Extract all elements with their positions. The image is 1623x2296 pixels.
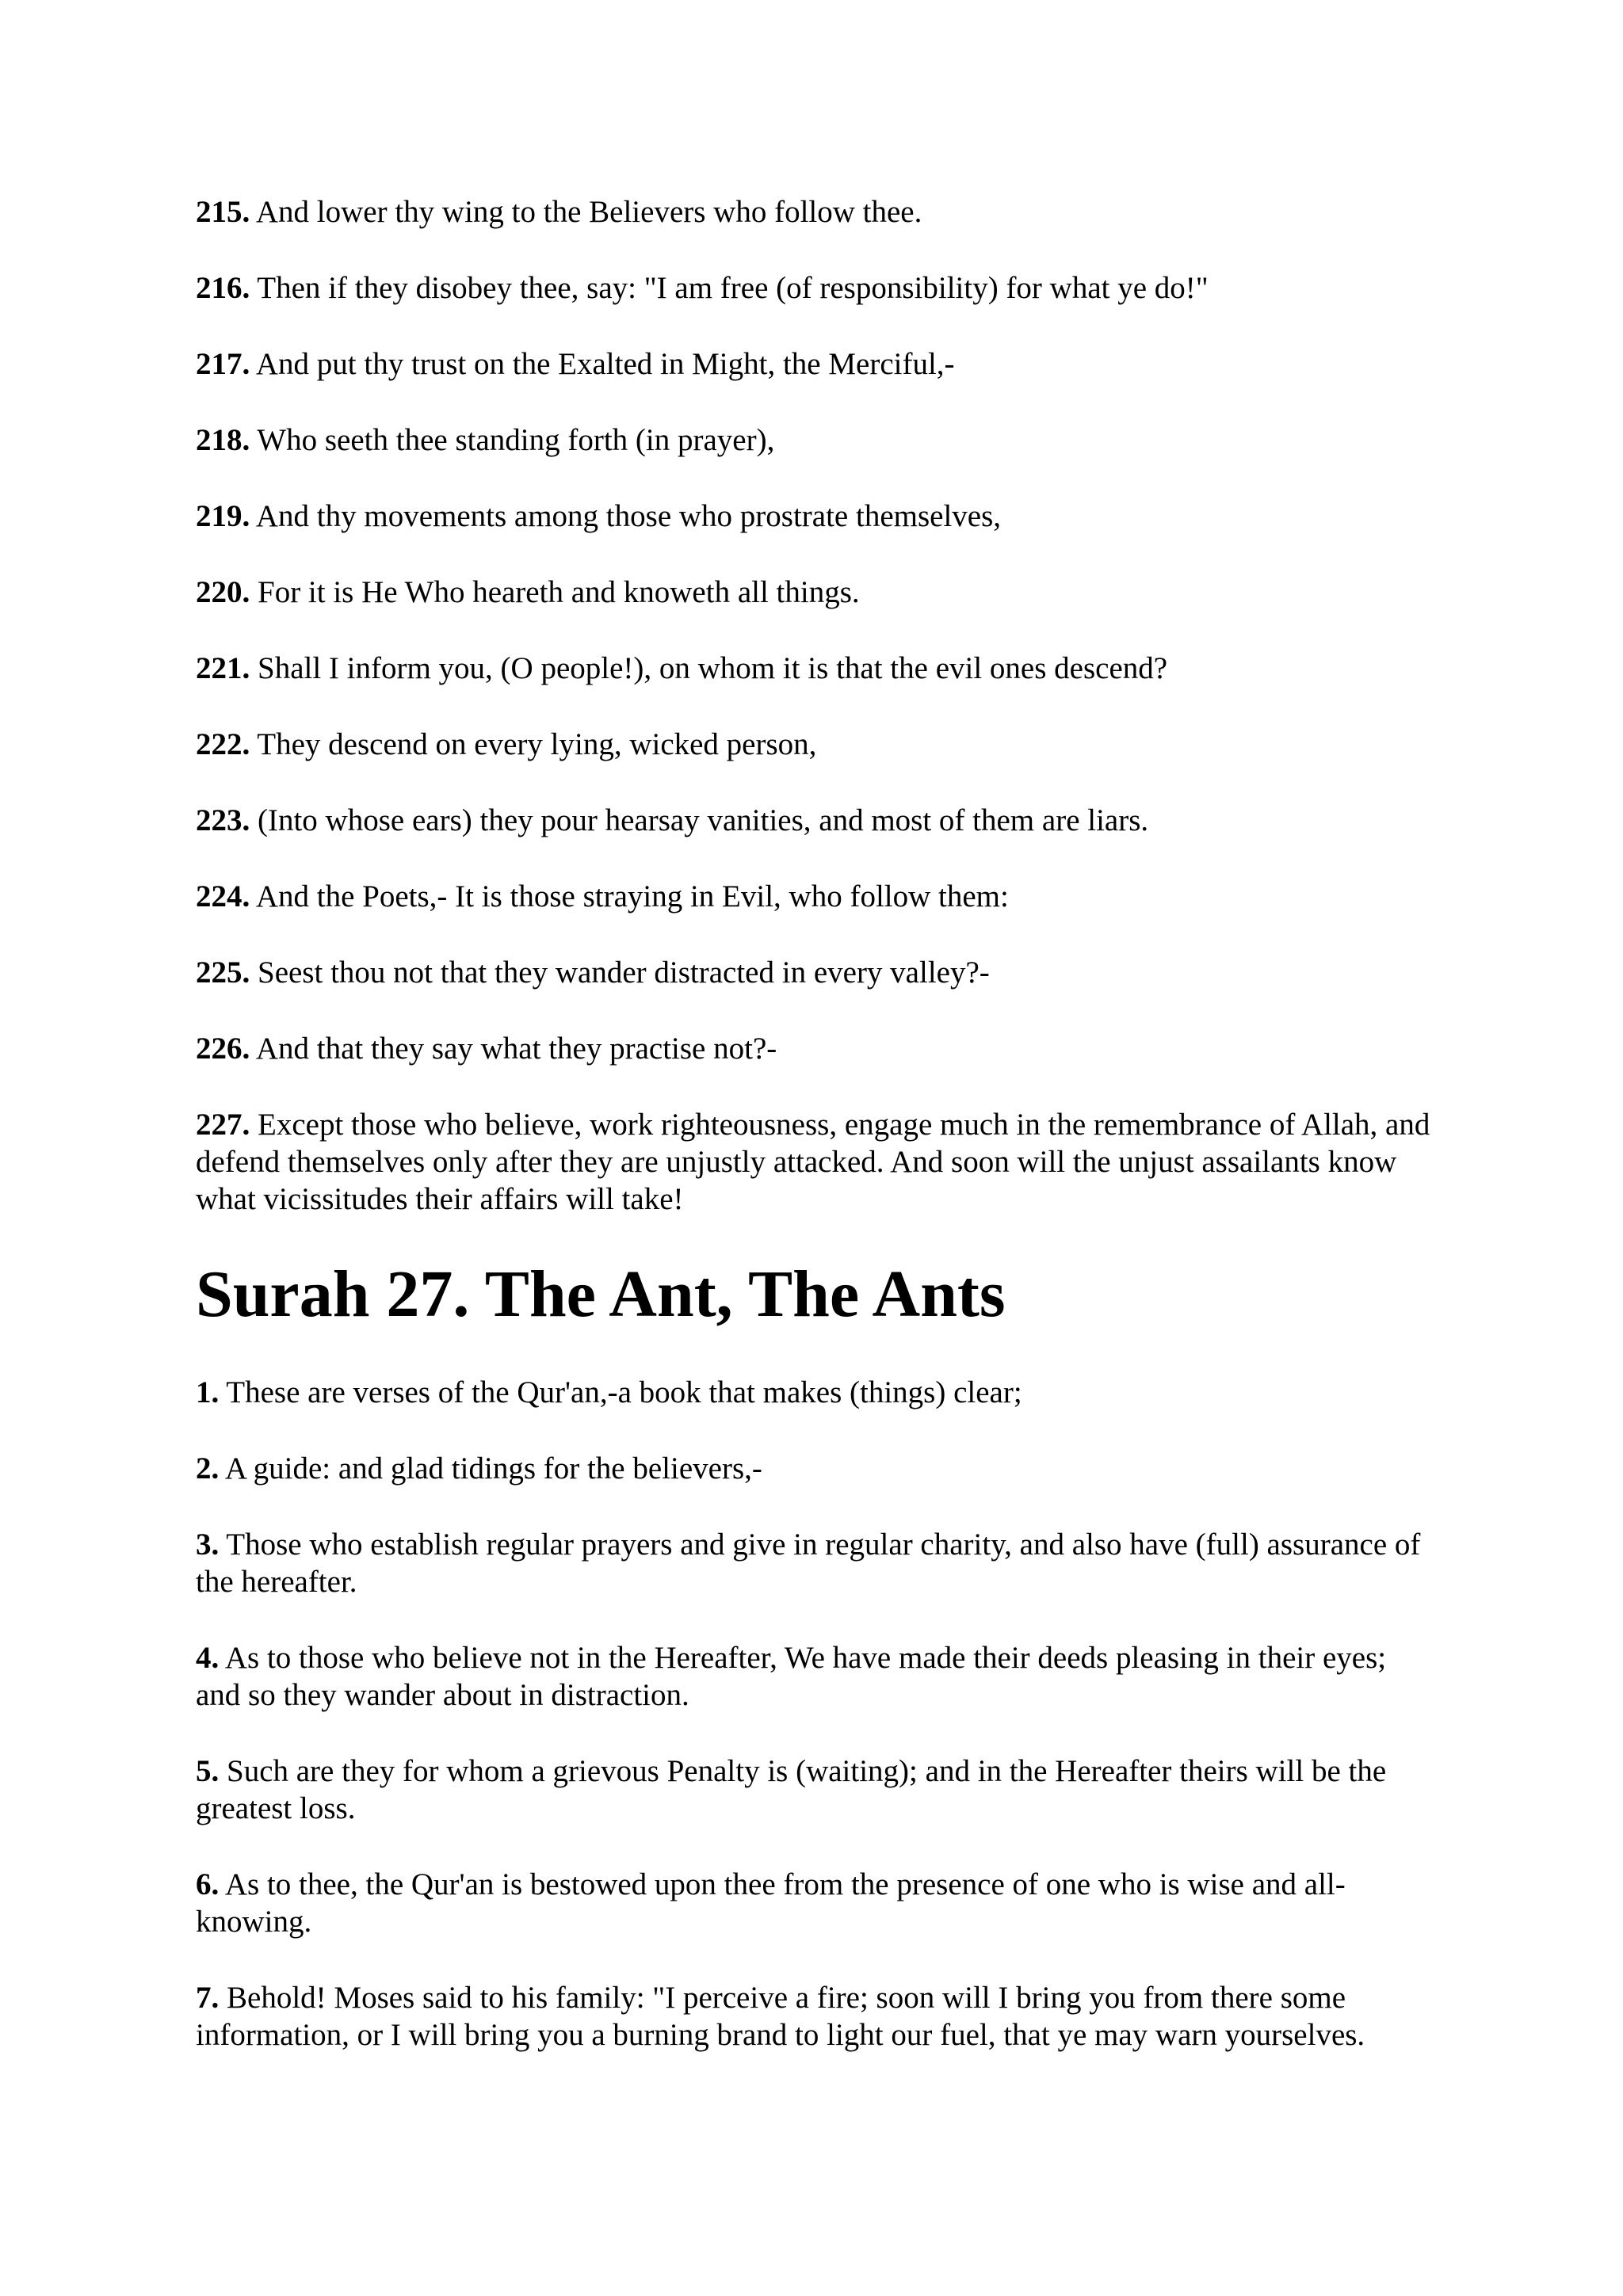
verse bbox=[196, 1450, 1432, 1487]
verse-number: 216. bbox=[196, 271, 250, 305]
verse-number: 219. bbox=[196, 499, 250, 533]
verse-number: 2. bbox=[196, 1451, 220, 1486]
verse-number: 4. bbox=[196, 1641, 220, 1675]
verse-number: 217. bbox=[196, 347, 250, 381]
verse bbox=[196, 345, 1432, 383]
verse bbox=[196, 802, 1432, 839]
verse-text: Behold! Moses said to his family: "I perceive a fire; soon will I bring you from there some information, or I will bring you a burning brand to light our fuel, that ye may warn yourselves. bbox=[196, 1981, 1365, 2052]
verse bbox=[196, 574, 1432, 611]
verse-text: And thy movements among those who prostrate themselves, bbox=[255, 499, 1002, 533]
verse-number: 6. bbox=[196, 1867, 220, 1901]
verse-text: For it is He Who heareth and knoweth all things. bbox=[258, 575, 860, 609]
verse bbox=[196, 726, 1432, 763]
verse bbox=[196, 954, 1432, 991]
verse-number: 225. bbox=[196, 955, 250, 990]
verse-text: And put thy trust on the Exalted in Might, the Merciful,- bbox=[255, 347, 955, 381]
verse-text: They descend on every lying, wicked person, bbox=[257, 727, 817, 761]
verse bbox=[196, 650, 1432, 687]
verse-text: As to thee, the Qur'an is bestowed upon thee from the presence of one who is wise and all-knowing. bbox=[196, 1867, 1346, 1939]
verse bbox=[196, 1866, 1432, 1940]
verse-text: As to those who believe not in the Hereafter, We have made their deeds pleasing in their eyes; and so they wander about in distraction. bbox=[196, 1641, 1387, 1712]
verse-number: 218. bbox=[196, 423, 250, 457]
verse-text: Except those who believe, work righteousness, engage much in the remembrance of Allah, and defend themselves only after they are unjustly attacked. And soon will the unjust assailants know what vicissitudes their affairs will take! bbox=[196, 1108, 1430, 1216]
verse-text: Seest thou not that they wander distracted in every valley?- bbox=[258, 955, 990, 990]
verse bbox=[196, 1753, 1432, 1827]
verse-text: Then if they disobey thee, say: "I am free (of responsibility) for what ye do!" bbox=[257, 271, 1209, 305]
verse-text: Shall I inform you, (O people!), on whom it is that the evil ones descend? bbox=[258, 651, 1168, 685]
verse-text: And that they say what they practise not?- bbox=[255, 1032, 777, 1066]
verse bbox=[196, 1374, 1432, 1411]
verse-number: 3. bbox=[196, 1527, 220, 1562]
verse-text: And the Poets,- It is those straying in Evil, who follow them: bbox=[255, 879, 1009, 913]
verse-number: 1. bbox=[196, 1375, 220, 1409]
verse-number: 221. bbox=[196, 651, 250, 685]
verse bbox=[196, 421, 1432, 459]
verse-number: 7. bbox=[196, 1981, 220, 2015]
verse bbox=[196, 193, 1432, 231]
verse-number: 223. bbox=[196, 803, 250, 837]
verse-text: These are verses of the Qur'an,-a book that makes (things) clear; bbox=[226, 1375, 1022, 1409]
verse-number: 222. bbox=[196, 727, 250, 761]
verse-text: Who seeth thee standing forth (in prayer), bbox=[257, 423, 775, 457]
verse bbox=[196, 498, 1432, 535]
document-page bbox=[196, 193, 1432, 2092]
verse-text: Such are they for whom a grievous Penalty is (waiting); and in the Hereafter theirs will be the greatest loss. bbox=[196, 1754, 1387, 1825]
verse bbox=[196, 1106, 1432, 1218]
verse-text: (Into whose ears) they pour hearsay vanities, and most of them are liars. bbox=[258, 803, 1149, 837]
verse-number: 5. bbox=[196, 1754, 220, 1788]
verse-text: A guide: and glad tidings for the believers,- bbox=[224, 1451, 762, 1486]
verse bbox=[196, 1030, 1432, 1067]
verse-number: 220. bbox=[196, 575, 250, 609]
surah-title: Surah 27. The Ant, The Ants bbox=[196, 1257, 1006, 1331]
verse-number: 227. bbox=[196, 1108, 250, 1142]
verse-number: 224. bbox=[196, 879, 250, 913]
verse-text: Those who establish regular prayers and give in regular charity, and also have (full) assurance of the hereafter. bbox=[196, 1527, 1421, 1599]
verse bbox=[196, 878, 1432, 915]
verse bbox=[196, 269, 1432, 307]
surah-section bbox=[196, 1374, 1432, 2054]
verse bbox=[196, 1639, 1432, 1714]
verse-number: 226. bbox=[196, 1032, 250, 1066]
verse-text: And lower thy wing to the Believers who follow thee. bbox=[255, 195, 922, 229]
previous-surah-section bbox=[196, 193, 1432, 1218]
verse bbox=[196, 1526, 1432, 1600]
verse-number: 215. bbox=[196, 195, 250, 229]
verse bbox=[196, 1979, 1432, 2054]
